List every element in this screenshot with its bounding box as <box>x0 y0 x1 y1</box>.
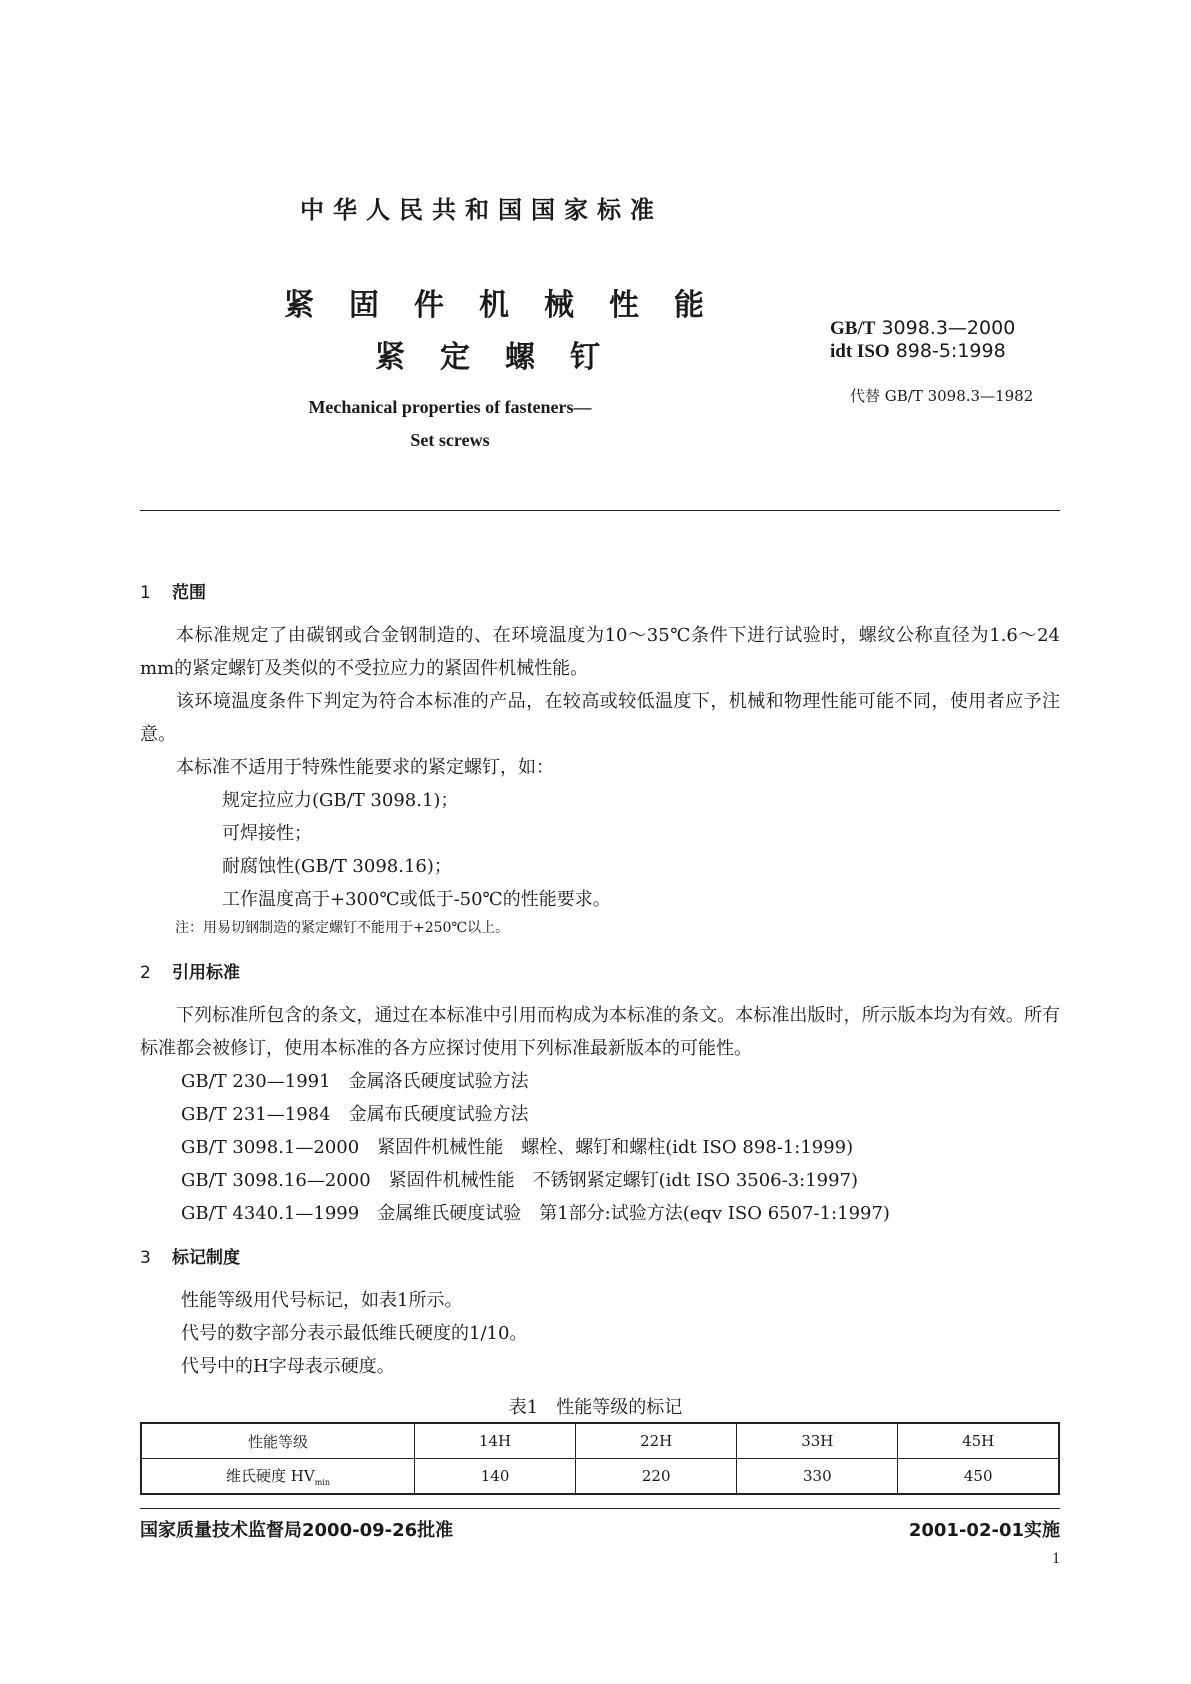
replaces-standard: 代替 GB/T 3098.3—1982 <box>850 387 1034 405</box>
page-number: 1 <box>1052 1550 1060 1567</box>
paragraph-line: 代号中的H字母表示硬度。 <box>181 1356 395 1377</box>
reference-item: GB/T 231—1984 金属布氏硬度试验方法 <box>181 1104 529 1125</box>
table-row <box>141 1459 1059 1495</box>
reference-item: GB/T 3098.16—2000 紧固件机械性能 不锈钢紧定螺钉(idt ISO 3506-3:1997) <box>181 1170 859 1191</box>
section-title: 范围 <box>172 583 206 603</box>
note: 注：用易切钢制造的紧定螺钉不能用于+250℃以上。 <box>175 920 510 936</box>
title-chinese-line2: 紧定螺钉 <box>375 340 635 375</box>
list-item: 耐腐蚀性(GB/T 3098.16)； <box>222 856 452 877</box>
paragraph: 本标准不适用于特殊性能要求的紧定螺钉，如： <box>176 757 554 778</box>
section-heading-marking <box>140 1243 240 1268</box>
section-heading-scope <box>140 578 206 603</box>
section-title: 标记制度 <box>172 1248 240 1268</box>
row-label-hardness <box>141 1459 415 1495</box>
idt-code <box>830 340 1006 363</box>
footer-divider <box>140 1508 1060 1509</box>
paragraph: 该环境温度条件下判定为符合本标准的产品，在较高或较低温度下，机械和物理性能可能不同，使用者应予注意。 <box>140 691 1060 745</box>
list-item: 可焊接性； <box>222 823 312 844</box>
national-standard-heading: 中华人民共和国国家标准 <box>300 196 663 224</box>
standard-code <box>830 317 1015 340</box>
title-chinese-line1: 紧固件机械性能 <box>284 288 739 323</box>
row-label-grade: 性能等级 <box>141 1423 415 1459</box>
hardness-cell: 330 <box>737 1459 898 1495</box>
hardness-label: 维氏硬度 HV <box>226 1467 315 1485</box>
idt-prefix: idt ISO <box>830 341 890 362</box>
reference-item: GB/T 4340.1—1999 金属维氏硬度试验 第1部分:试验方法(eqv ISO 6507-1:1997) <box>181 1203 890 1224</box>
grade-table <box>140 1422 1060 1495</box>
section-number: 3 <box>140 1248 151 1268</box>
hardness-cell: 140 <box>415 1459 576 1495</box>
paragraph-line: 代号的数字部分表示最低维氏硬度的1/10。 <box>181 1323 528 1344</box>
section-number: 1 <box>140 583 151 603</box>
idt-number: 898-5:1998 <box>895 340 1006 362</box>
reference-item: GB/T 3098.1—2000 紧固件机械性能 螺栓、螺钉和螺柱(idt ISO 898-1:1999) <box>181 1137 854 1158</box>
hardness-subscript: min <box>314 1478 330 1487</box>
code-prefix: GB/T <box>830 318 876 339</box>
section-number: 2 <box>140 963 151 983</box>
approval-date: 国家质量技术监督局2000-09-26批准 <box>140 1520 454 1541</box>
list-item: 工作温度高于+300℃或低于-50℃的性能要求。 <box>222 889 611 910</box>
hardness-cell: 220 <box>576 1459 737 1495</box>
header-divider <box>140 510 1060 511</box>
table-row <box>141 1423 1059 1459</box>
hardness-cell: 450 <box>898 1459 1059 1495</box>
section-title: 引用标准 <box>172 963 240 983</box>
grade-cell: 33H <box>737 1423 898 1459</box>
reference-item: GB/T 230—1991 金属洛氏硬度试验方法 <box>181 1071 529 1092</box>
paragraph: 本标准规定了由碳钢或合金钢制造的、在环境温度为10～35℃条件下进行试验时，螺纹公称直径为1.6～24 mm的紧定螺钉及类似的不受拉应力的紧固件机械性能。 <box>140 625 1060 679</box>
paragraph-line: 性能等级用代号标记，如表1所示。 <box>181 1290 463 1311</box>
implementation-date: 2001-02-01实施 <box>908 1520 1060 1541</box>
section-heading-references <box>140 958 240 983</box>
title-english-line2: Set screws <box>410 430 490 450</box>
paragraph: 下列标准所包含的条文，通过在本标准中引用而构成为本标准的条文。本标准出版时，所示版本均为有效。所有标准都会被修订，使用本标准的各方应探讨使用下列标准最新版本的可能性。 <box>140 1005 1060 1059</box>
title-english-line1: Mechanical properties of fasteners— <box>308 397 592 417</box>
list-item: 规定拉应力(GB/T 3098.1)； <box>222 790 459 811</box>
grade-cell: 14H <box>415 1423 576 1459</box>
grade-cell: 22H <box>576 1423 737 1459</box>
table-caption: 表1 性能等级的标记 <box>508 1397 683 1418</box>
grade-cell: 45H <box>898 1423 1059 1459</box>
code-number: 3098.3—2000 <box>881 317 1016 339</box>
